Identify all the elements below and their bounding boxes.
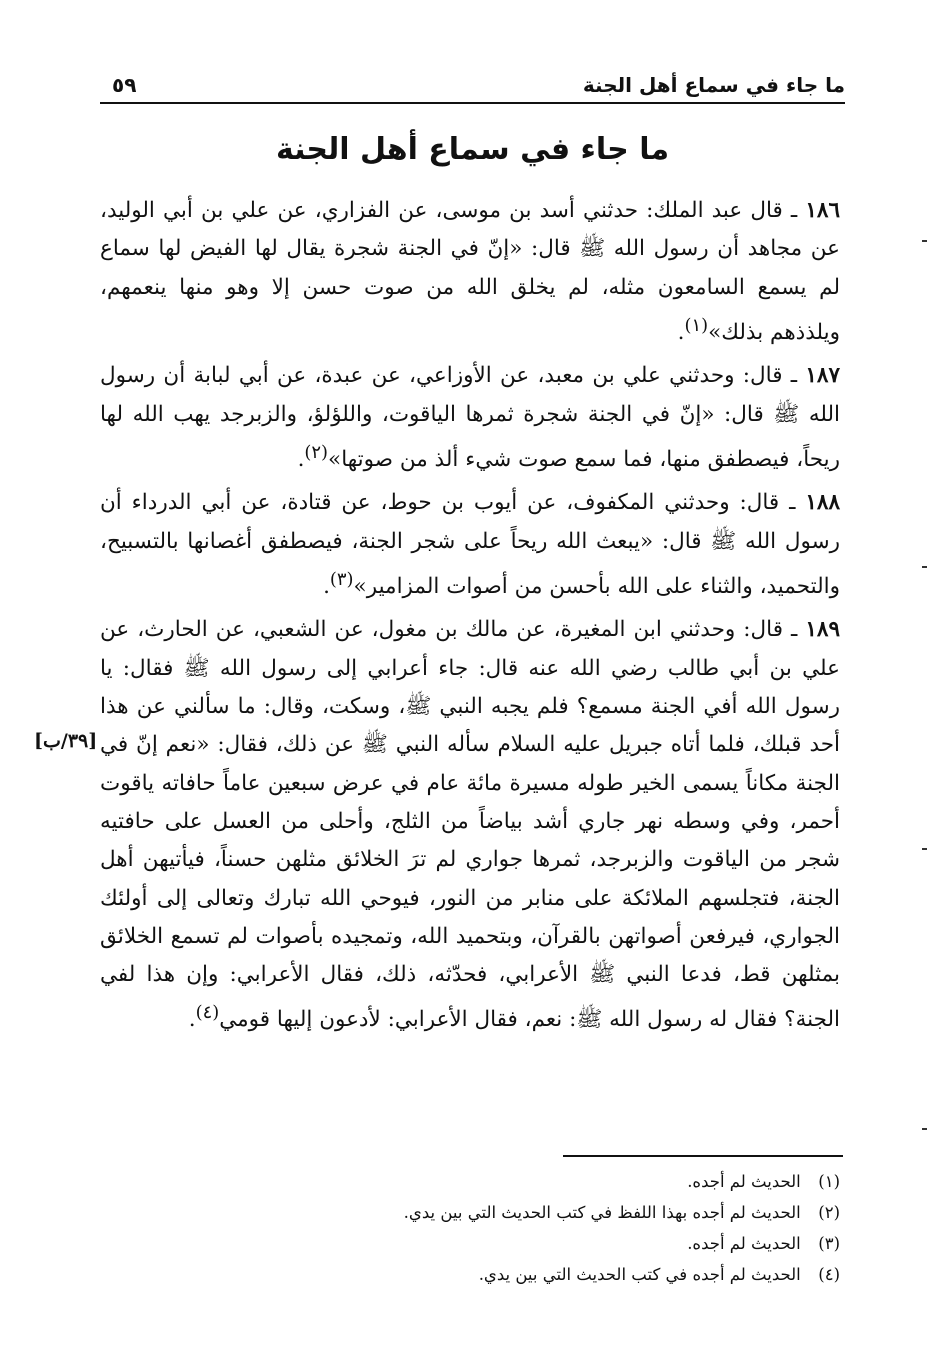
scan-mark [922, 566, 927, 568]
chapter-title: ما جاء في سماع أهل الجنة [275, 132, 670, 167]
footnote-item [200, 1166, 840, 1197]
main-text [100, 192, 840, 1040]
footnote-text: الحديث لم أجده. [687, 1234, 801, 1253]
footnote-item [200, 1228, 840, 1259]
footnote-text: الحديث لم أجده بهذا اللفظ في كتب الحديث التي بين يدي. [403, 1203, 801, 1222]
running-title: ما جاء في سماع أهل الجنة [582, 73, 845, 97]
hadith-text: ـ قال عبد الملك: حدثني أسد بن موسى، عن الفزاري، عن علي بن أبي الوليد، عن مجاهد أن رسول الله ﷺ قال: «إنّ في الجنة شجرة يقال لها الفيض لها سماع لم يسمع السامعون مثله، لم يخلق الله من صوت حسن إلا وهو منها ينعمهم، ويلذذهم بذلك» [100, 198, 840, 346]
manuscript-folio-reference: [٣٩/ب] [34, 730, 98, 752]
footnote-text: الحديث لم أجده. [687, 1172, 801, 1191]
footnote-marker: (٣) [329, 568, 354, 590]
footnote-number: (٢) [818, 1203, 840, 1222]
footnote-number: (٣) [818, 1234, 840, 1253]
footnote-number: (١) [818, 1172, 840, 1191]
footnote-marker: (٢) [304, 441, 329, 463]
hadith-text: ـ قال: وحدثني المكفوف، عن أيوب بن حوط، عن قتادة، عن أبي الدرداء أن رسول الله ﷺ قال: «يبعث الله ريحاً على شجر الجنة، فيصطفق أغصانها بالتسبيح، والتحميد، والثناء على الله بأحسن من أصوات المزامير» [100, 490, 840, 600]
hadith-number: ١٨٩ [805, 617, 840, 643]
hadith-189: ١٨٩ ـ قال: وحدثني ابن المغيرة، عن مالك بن مغول، عن الشعبي، عن الحارث، عن علي بن أبي طالب رضي الله عنه قال: جاء أعرابي إلى رسول الله ﷺ فقال: يا رسول الله أفي الجنة مسمع؟ فلم يجبه النبي ﷺ، وسكت، وقال: ما سألني عن هذا أحد قبلك، فلما أتاه جبريل عليه السلام سأله النبي ﷺ عن ذلك، فقال: «نعم إنّ في الجنة مكاناً يسمى الخير طوله مسيرة مائة عام في عرض سبعين عاماً حافاته ياقوت أحمر، وفي وسطه نهر جاري أشد بياضاً من الثلج، وأحلى من العسل على حافتيه شجر من الياقوت والزبرجد، ثمرها جواري لم ترَ الخلائق مثلهن حسناً، فيأتيهن أهل الجنة، فتجلسهم الملائكة على منابر من النور، فيوحي الله تبارك وتعالى إلى أولئك الجواري، فيرفعن أصواتهن بالقرآن، وبتحميد الله، وتمجيده بأصوات لم تسمع الخلائق بمثلهن قط، فدعا النبي ﷺ الأعرابي، فحدّثه، ذلك، فقال الأعرابي: وإن هذا لفي الجنة؟ فقال له رسول الله ﷺ: نعم، فقال الأعرابي: لأدعون إليها قومي$^{(٤)}$. [100, 617, 840, 1033]
footnotes [200, 1166, 840, 1290]
footnote-item [200, 1197, 840, 1228]
footnote-number: (٤) [818, 1265, 840, 1284]
running-header [100, 68, 845, 104]
hadith-text: ـ قال: وحدثني علي بن معبد، عن الأوزاعي، عن عبدة، عن أبي لبابة أن رسول الله ﷺ قال: «إنّ في الجنة شجرة ثمرها الياقوت، واللؤلؤ، والزبرجد يهب الله لها ريحاً، فيصطفق منها، فما سمع صوت شيء ألذ من صوتها» [100, 363, 840, 473]
footnote-text: الحديث لم أجده في كتب الحديث التي بين يدي. [478, 1265, 801, 1284]
hadith-number: ١٨٦ [805, 198, 840, 223]
footnote-divider [563, 1155, 843, 1157]
hadith-text: ـ قال: وحدثني ابن المغيرة، عن مالك بن مغول، عن الشعبي، عن الحارث، عن علي بن أبي طالب رضي الله عنه قال: جاء أعرابي إلى رسول الله ﷺ فقال: يا رسول الله أفي الجنة مسمع؟ فلم يجبه النبي ﷺ، وسكت، وقال: ما سألني عن هذا أحد قبلك، فلما أتاه جبريل عليه السلام سأله النبي ﷺ عن ذلك، فقال: «نعم إنّ في الجنة مكاناً يسمى الخير طوله مسيرة مائة عام في عرض سبعين عاماً حافاته ياقوت أحمر، وفي وسطه نهر جاري أشد بياضاً من الثلج، وأحلى من العسل على حافتيه شجر من الياقوت والزبرجد، ثمرها جواري لم ترَ الخلائق مثلهن حسناً، فيأتيهن أهل الجنة، فتجلسهم الملائكة على منابر من النور، فيوحي الله تبارك وتعالى إلى أولئك الجواري، فيرفعن أصواتهن بالقرآن، وبتحميد الله، وتمجيده بأصوات لم تسمع الخلائق بمثلهن قط، فدعا النبي ﷺ الأعرابي، فحدّثه، ذلك، فقال الأعرابي: وإن هذا لفي الجنة؟ فقال له رسول الله ﷺ: نعم، فقال الأعرابي: لأدعون إليها قومي [100, 617, 840, 1033]
hadith-number: ١٨٨ [805, 490, 840, 516]
scan-mark [922, 848, 927, 850]
scan-mark [922, 1128, 927, 1130]
footnote-marker: (٤) [195, 1002, 220, 1024]
hadith-186: ١٨٦ ـ قال عبد الملك: حدثني أسد بن موسى، عن الفزاري، عن علي بن أبي الوليد، عن مجاهد أن رسول الله ﷺ قال: «إنّ في الجنة شجرة يقال لها الفيض لها سماع لم يسمع السامعون مثله، لم يخلق الله من صوت حسن إلا وهو منها ينعمهم، ويلذذهم بذلك»$^{(١)}$. [100, 198, 840, 346]
footnote-item [200, 1259, 840, 1290]
hadith-number: ١٨٧ [805, 363, 840, 389]
page-number: ٥٩ [112, 73, 137, 97]
hadith-188: ١٨٨ ـ قال: وحدثني المكفوف، عن أيوب بن حوط، عن قتادة، عن أبي الدرداء أن رسول الله ﷺ قال: «يبعث الله ريحاً على شجر الجنة، فيصطفق أغصانها بالتسبيح، والتحميد، والثناء على الله بأحسن من أصوات المزامير»$^{(٣)}$. [100, 490, 840, 600]
scan-mark [922, 240, 927, 242]
hadith-187: ١٨٧ ـ قال: وحدثني علي بن معبد، عن الأوزاعي، عن عبدة، عن أبي لبابة أن رسول الله ﷺ قال: «إنّ في الجنة شجرة ثمرها الياقوت، واللؤلؤ، والزبرجد يهب الله لها ريحاً، فيصطفق منها، فما سمع صوت شيء ألذ من صوتها»$^{(٢)}$. [100, 363, 840, 473]
footnote-marker: (١) [684, 314, 709, 336]
